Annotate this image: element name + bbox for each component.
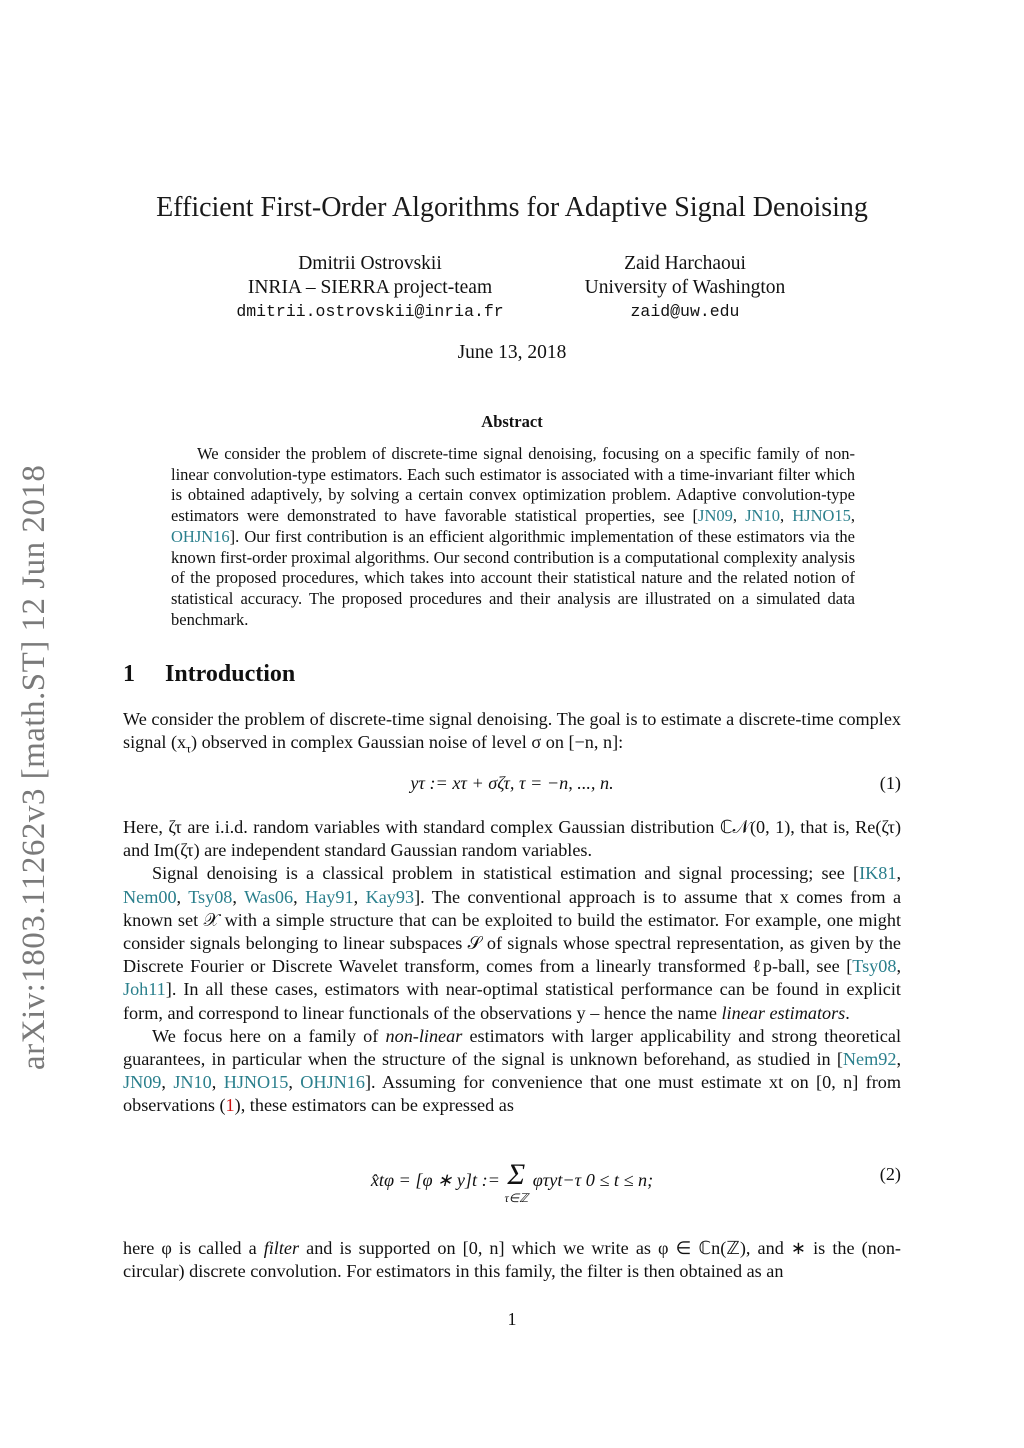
equation-2-body: x̂tφ = [φ ∗ y]t := Σ τ∈ℤ φτyt−τ 0 ≤ t ≤ n; xyxy=(370,1158,654,1205)
citation-link[interactable]: JN09 xyxy=(123,1072,162,1093)
abstract-text: We consider the problem of discrete-time signal denoising, focusing on a specific family of non-linear convolution-type estimators. Each such estimator is associated with a time-invariant filter which is obtained adaptively, by solving a certain convex optimization problem. Adaptive convolution-type estimators were demonstrated to have favorable statistical properties, see [JN09, JN10, HJNO15, OHJN16]. Our first contribution is an efficient algorithmic implementation of these estimators via the known first-order proximal algorithms. Our second contribution is a computational complexity analysis of the proposed procedures, which takes into account their statistical nature and the related notion of statistical accuracy. The proposed procedures and their analysis are illustrated on a simulated data benchmark. xyxy=(171,444,856,629)
page-number: 1 xyxy=(507,1309,517,1329)
equation-2 xyxy=(123,1160,901,1206)
author-block-1 xyxy=(210,252,530,324)
equation-1-body: yτ := xτ + σζτ, τ = −n, ..., n. xyxy=(410,773,614,793)
citation-link[interactable]: Joh11 xyxy=(123,979,166,1000)
abstract-heading: Abstract xyxy=(481,412,543,431)
author-email[interactable]: dmitrii.ostrovskii@inria.fr xyxy=(236,302,504,321)
citation-link[interactable]: OHJN16 xyxy=(171,526,230,546)
equation-reference-link[interactable]: 1 xyxy=(225,1095,235,1116)
author-name: Dmitrii Ostrovskii xyxy=(298,253,442,274)
citation-link[interactable]: JN10 xyxy=(745,506,780,526)
author-email[interactable]: zaid@uw.edu xyxy=(630,302,740,321)
intro-paragraph-1: We consider the problem of discrete-time signal denoising. The goal is to estimate a discrete-time complex signal $(x_\tau)$ observed in complex Gaussian noise of level σ on [−n, n]: xyxy=(123,709,901,756)
equation-2-tag: (2) xyxy=(879,1164,901,1184)
paper-title: Efficient First-Order Algorithms for Adaptive Signal Denoising xyxy=(156,192,868,223)
summation-symbol: Σ τ∈ℤ xyxy=(504,1158,529,1205)
citation-link[interactable]: JN09 xyxy=(698,506,733,526)
citation-link[interactable]: Nem00 xyxy=(123,886,177,907)
arxiv-identifier: arXiv:1803.11262v3 [math.ST] 12 Jun 2018 xyxy=(16,464,52,1070)
citation-link[interactable]: HJNO15 xyxy=(223,1072,289,1093)
equation-1 xyxy=(123,773,901,797)
section-number: 1 xyxy=(123,661,135,687)
author-affiliation: INRIA – SIERRA project-team xyxy=(247,277,493,298)
intro-paragraph-5: here φ is called a filter and is supported on [0, n] which we write as φ ∈ ℂn(ℤ), and ∗ is the (non-circular) discrete convolution. For estimators in this family, the filter is then obtained as an xyxy=(123,1238,901,1282)
author-affiliation: University of Washington xyxy=(584,277,786,298)
citation-link[interactable]: Was06 xyxy=(244,886,294,907)
publication-date: June 13, 2018 xyxy=(457,342,567,363)
author-block-2 xyxy=(540,252,830,324)
author-name: Zaid Harchaoui xyxy=(624,253,746,274)
section-title: Introduction xyxy=(165,661,296,687)
citation-link[interactable]: IK81 xyxy=(859,863,897,884)
intro-paragraph-2: Here, ζτ are i.i.d. random variables with standard complex Gaussian distribution ℂ𝒩(0, 1), that is, Re(ζτ) and Im(ζτ) are independent standard Gaussian random variables. Signal denoising is a classical problem in statistical estimation and signal processing; see [IK81, Nem00, Tsy08, Was06, Hay91, Kay93]. The conventional approach is to assume that x comes from a known set 𝒳 with a simple structure that can be exploited to build the estimator. For example, one might consider signals belonging to linear subspaces 𝒮 of signals whose spectral representation, as given by the Discrete Fourier or Discrete Wavelet transform, comes from a linearly transformed ℓp-ball, see [Tsy08, Joh11]. In all these cases, estimators with near-optimal statistical performance can be found in explicit form, and correspond to linear functionals of the observations y – hence the name linear estimators. We focus here on a family of non-linear estimators with larger applicability and strong theoretical guarantees, in particular when the structure of the signal is unknown beforehand, as studied in [Nem92, JN09, JN10, HJNO15, OHJN16]. Assuming for convenience that one must estimate xt on [0, n] from observations (1), these estimators can be expressed as xyxy=(123,817,902,1116)
citation-link[interactable]: Tsy08 xyxy=(188,886,233,907)
citation-link[interactable]: HJNO15 xyxy=(792,506,851,526)
citation-link[interactable]: Kay93 xyxy=(365,886,415,907)
citation-link[interactable]: Nem92 xyxy=(842,1049,897,1070)
citation-link[interactable]: JN10 xyxy=(173,1072,212,1093)
citation-link[interactable]: Tsy08 xyxy=(852,956,897,977)
citation-link[interactable]: Hay91 xyxy=(305,886,354,907)
equation-1-tag: (1) xyxy=(879,773,901,793)
section-heading xyxy=(123,661,295,688)
citation-link[interactable]: OHJN16 xyxy=(300,1072,365,1093)
